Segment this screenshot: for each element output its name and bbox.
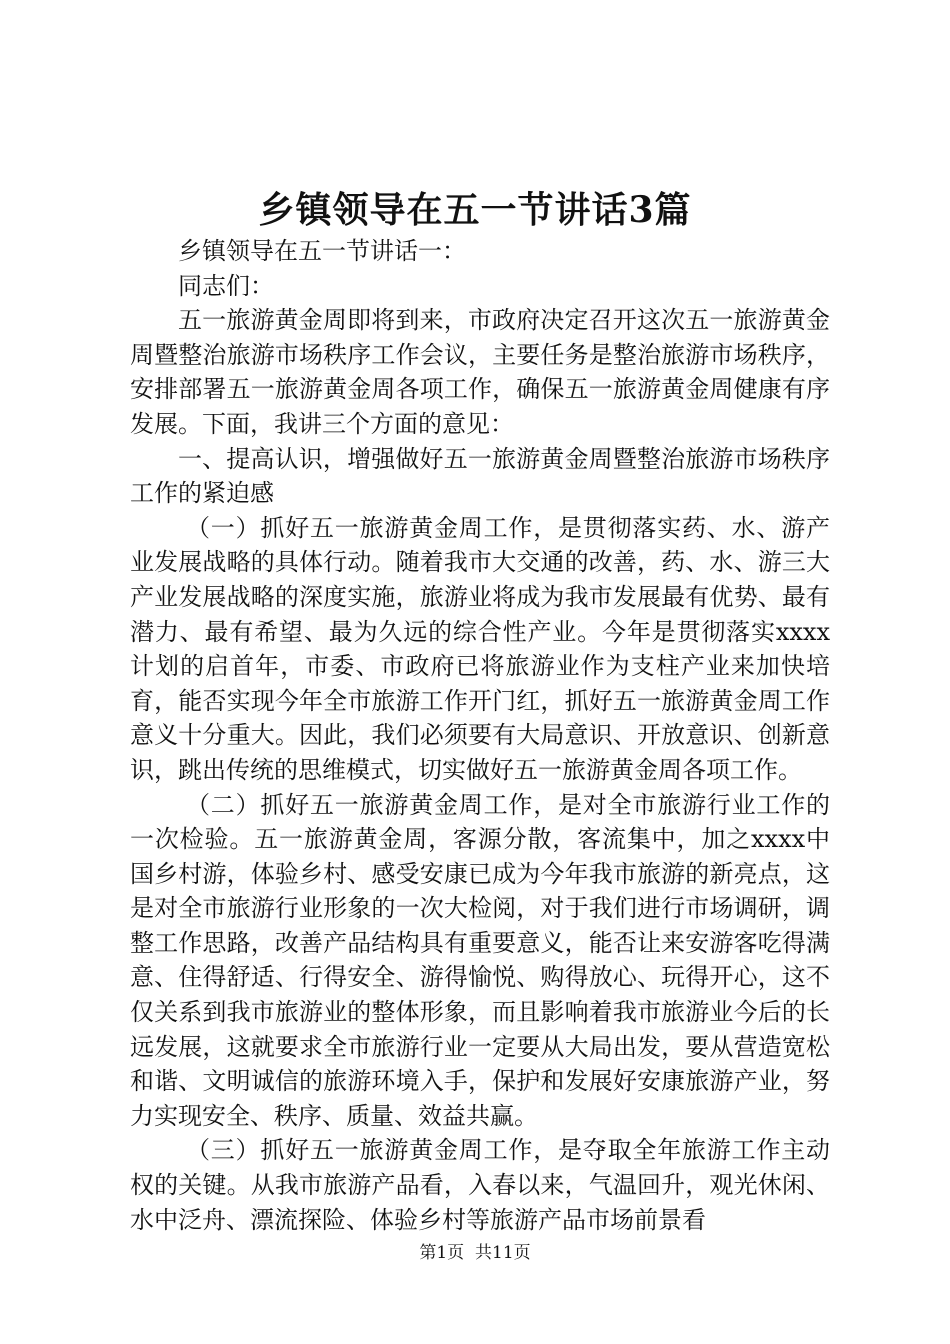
point-heading: 一、提高认识，增强做好五一旅游黄金周暨整治旅游市场秩序工作的紧迫感 — [130, 444, 830, 508]
salutation: 同志们： — [178, 271, 274, 300]
section-heading: 乡镇领导在五一节讲话一： — [178, 237, 466, 265]
paragraph: （二）抓好五一旅游黄金周工作，是对全市旅游行业工作的一次检验。五一旅游黄金周，客源分散，客流集中，加之xxxx中国乡村游，体验乡村、感受安康已成为今年我市旅游的新亮点，这是对全市旅游行业形象的一次大检阅，对于我们进行市场调研，调整工作思路，改善产品结构具有重要意义，能否让来安游客吃得满意、住得舒适、行得安全、游得愉悦、购得放心、玩得开心，这不仅关系到我市旅游业的整体形象，而且影响着我市旅游业今后的长远发展，这就要求全市旅游行业一定要从大局出发，要从营造宽松和谐、文明诚信的旅游环境入手，保护和发展好安康旅游产业，努力实现安全、秩序、质量、效益共赢。 — [130, 790, 830, 1130]
page-total: 共11页 — [475, 1243, 531, 1263]
document-body — [130, 234, 830, 1237]
document-title: 乡镇领导在五一节讲话3篇 — [258, 189, 692, 231]
paragraph: 五一旅游黄金周即将到来，市政府决定召开这次五一旅游黄金周暨整治旅游市场秩序工作会议，主要任务是整治旅游市场秩序，安排部署五一旅游黄金周各项工作，确保五一旅游黄金周健康有序发展。下面，我讲三个方面的意见： — [130, 306, 830, 438]
page-footer — [0, 1241, 950, 1265]
page-number: 第1页 — [419, 1243, 465, 1263]
paragraph: （三）抓好五一旅游黄金周工作，是夺取全年旅游工作主动权的关键。从我市旅游产品看，入春以来，气温回升，观光休闲、水中泛舟、漂流探险、体验乡村等旅游产品市场前景看 — [130, 1136, 830, 1234]
paragraph: （一）抓好五一旅游黄金周工作，是贯彻落实药、水、游产业发展战略的具体行动。随着我市大交通的改善，药、水、游三大产业发展战略的深度实施，旅游业将成为我市发展最有优势、最有潜力、最有希望、最为久远的综合性产业。今年是贯彻落实xxxx计划的启首年，市委、市政府已将旅游业作为支柱产业来加快培育，能否实现今年全市旅游工作开门红，抓好五一旅游黄金周工作意义十分重大。因此，我们必须要有大局意识、开放意识、创新意识，跳出传统的思维模式，切实做好五一旅游黄金周各项工作。 — [130, 513, 830, 784]
